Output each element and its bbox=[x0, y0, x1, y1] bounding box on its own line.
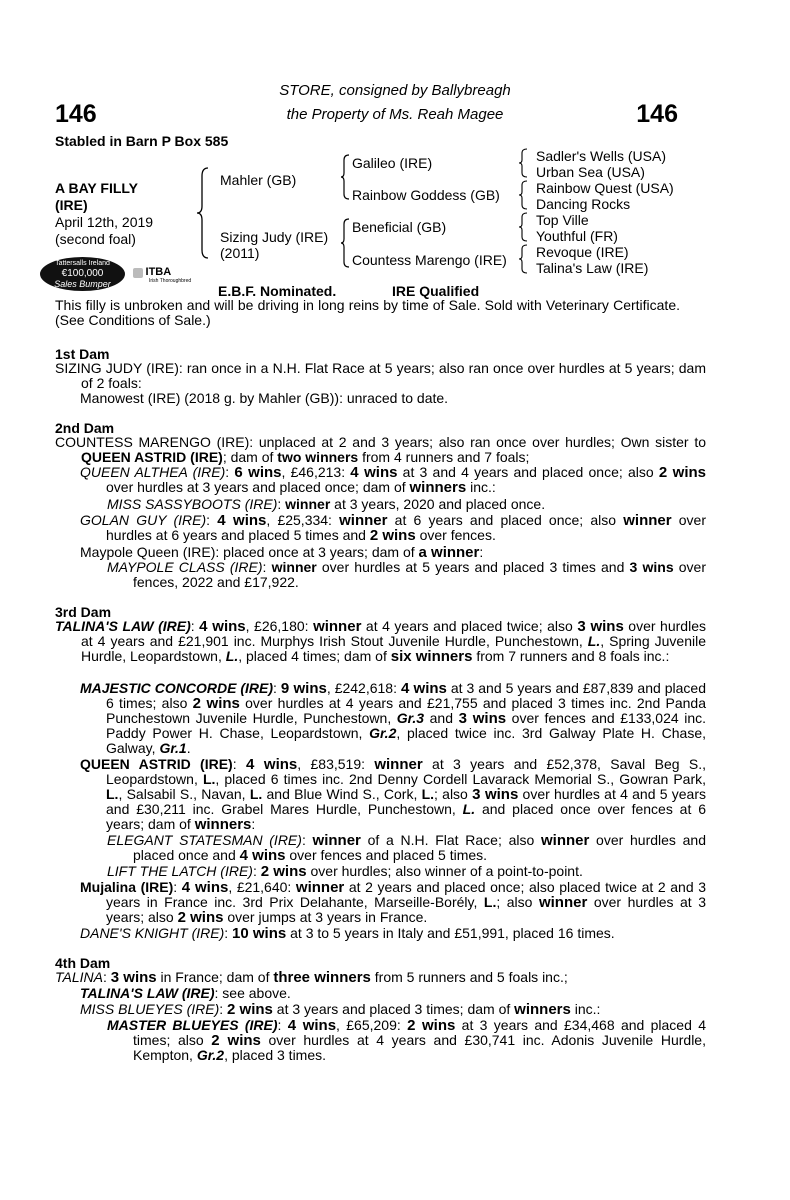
pedigree-ggp-1: Sadler's Wells (USA) bbox=[536, 148, 666, 164]
dam4-progeny-talinas-law: TALINA'S LAW (IRE): see above. bbox=[80, 985, 291, 1001]
pedigree-brace-sire bbox=[340, 154, 350, 200]
sales-bumper-logo: Tattersalls Ireland €100,000 Sales Bumper bbox=[40, 257, 125, 291]
pedigree-dam-sire: Beneficial (GB) bbox=[352, 219, 447, 235]
horse-description bbox=[55, 180, 153, 248]
property-line: the Property of Ms. Reah Magee bbox=[286, 106, 504, 123]
dam3-progeny-mujalina: Mujalina (IRE): 4 wins, £21,640: winner at 2 years and placed once; also placed twice at 2 and 3 years in France inc. 3rd Prix Delahante, Marseille-Borély, L.; also winner over hurdles at 3 years; also 2 wins over jumps at 3 years in France. bbox=[80, 879, 706, 926]
dam2-grand-progeny-maypole-class: MAYPOLE CLASS (IRE): winner over hurdles at 5 years and placed 3 times and 3 wins over fences, 2022 and £17,922. bbox=[107, 559, 707, 590]
horse-foal-note: (second foal) bbox=[55, 231, 136, 247]
pedigree-dam-year: (2011) bbox=[220, 245, 260, 261]
itba-logo: ITBA Irish Thoroughbred bbox=[133, 266, 191, 284]
lot-number-left: 146 bbox=[55, 100, 97, 128]
ebf-status: E.B.F. Nominated. bbox=[218, 283, 337, 299]
pedigree-brace-main bbox=[196, 166, 210, 260]
pedigree-ggp-7: Revoque (IRE) bbox=[536, 244, 629, 260]
pedigree-brace-ggp2 bbox=[518, 180, 528, 210]
pedigree-dam-dam: Countess Marengo (IRE) bbox=[352, 252, 507, 268]
dam3-entry: TALINA'S LAW (IRE): 4 wins, £26,180: winner at 4 years and placed twice; also 3 wins over hurdles at 4 years and £21,901 inc. Murphys Irish Stout Juvenile Hurdle, Punchestown, L., Spring Juvenile Hurdle, Leopardstown, L., placed 4 times; dam of six winners from 7 runners and 8 foals inc.: bbox=[55, 618, 706, 665]
pedigree-brace-dam bbox=[340, 218, 350, 268]
ire-status: IRE Qualified bbox=[392, 283, 480, 299]
dam1-foal-entry: Manowest (IRE) (2018 g. by Mahler (GB)): unraced to date. bbox=[80, 390, 449, 406]
section-heading-dam1: 1st Dam bbox=[55, 346, 110, 362]
pedigree-ggp-2: Urban Sea (USA) bbox=[536, 164, 645, 180]
consignor-line: STORE, consigned by Ballybreagh bbox=[279, 82, 511, 99]
dam1-entry: SIZING JUDY (IRE): ran once in a N.H. Flat Race at 5 years; also ran once over hurdles at 5 years; dam of 2 foals: bbox=[55, 360, 706, 391]
dam2-progeny-maypole-queen: Maypole Queen (IRE): placed once at 3 years; dam of a winner: bbox=[80, 544, 484, 561]
dam2-entry: COUNTESS MARENGO (IRE): unplaced at 2 and 3 years; also ran once over hurdles; Own sister to QUEEN ASTRID (IRE); dam of two winners from 4 runners and 7 foals; bbox=[55, 434, 706, 465]
section-heading-dam3: 3rd Dam bbox=[55, 604, 112, 620]
intro-text: This filly is unbroken and will be driving in long reins by time of Sale. Sold with Veterinary Certificate. (See Conditions of Sale.) bbox=[55, 297, 680, 328]
pedigree-brace-ggp3 bbox=[518, 212, 528, 242]
dam2-progeny-queen-althea: QUEEN ALTHEA (IRE): 6 wins, £46,213: 4 wins at 3 and 4 years and placed once; also 2 wins over hurdles at 3 years and placed once; dam of winners inc.: bbox=[80, 464, 707, 496]
dam3-progeny-danes-knight: DANE'S KNIGHT (IRE): 10 wins at 3 to 5 years in Italy and £51,991, placed 16 times. bbox=[80, 925, 615, 942]
pedigree-ggp-4: Dancing Rocks bbox=[536, 196, 631, 212]
pedigree-sire-dam: Rainbow Goddess (GB) bbox=[352, 187, 500, 203]
stabled-location: Stabled in Barn P Box 585 bbox=[55, 133, 229, 149]
horse-foaled-date: April 12th, 2019 bbox=[55, 214, 154, 230]
pedigree-brace-ggp1 bbox=[518, 148, 528, 178]
dam4-entry: TALINA: 3 wins in France; dam of three winners from 5 runners and 5 foals inc.; bbox=[55, 969, 568, 986]
pedigree-ggp-5: Top Ville bbox=[536, 212, 589, 228]
dam3-progeny-queen-astrid: QUEEN ASTRID (IRE): 4 wins, £83,519: winner at 3 years and £52,378, Saval Beg S., Leopardstown, L., placed 6 times inc. 2nd Denny Cordell Lavarack Memorial S., Gowran Park, L., Salsabil S., Navan, L. and Blue Wind S., Cork, L.; also 3 wins over hurdles at 4 and 5 years and £30,211 inc. Grabel Mares Hurdle, Punchestown, L. and placed once over fences at 6 years; dam of winners: bbox=[80, 756, 707, 833]
pedigree-ggp-3: Rainbow Quest (USA) bbox=[536, 180, 674, 196]
dam3-grand-progeny-elegant-statesman: ELEGANT STATESMAN (IRE): winner of a N.H. Flat Race; also winner over hurdles and placed once and 4 wins over fences and placed 5 times. bbox=[107, 832, 706, 864]
section-heading-dam4: 4th Dam bbox=[55, 955, 111, 971]
itba-icon bbox=[133, 268, 143, 278]
dam3-grand-progeny-lift-the-latch: LIFT THE LATCH (IRE): 2 wins over hurdles; also winner of a point-to-point. bbox=[107, 863, 583, 880]
pedigree-sire: Mahler (GB) bbox=[220, 172, 297, 188]
section-heading-dam2: 2nd Dam bbox=[55, 420, 115, 436]
lot-number-right: 146 bbox=[636, 100, 678, 128]
horse-country: (IRE) bbox=[55, 197, 88, 213]
horse-sex-color: A BAY FILLY bbox=[55, 180, 138, 196]
pedigree-sire-sire: Galileo (IRE) bbox=[352, 155, 433, 171]
pedigree-brace-ggp4 bbox=[518, 244, 528, 274]
dam4-grand-progeny-master-blueyes: MASTER BLUEYES (IRE): 4 wins, £65,209: 2 wins at 3 years and £34,468 and placed 4 times; also 2 wins over hurdles at 4 years and £30,741 inc. Adonis Juvenile Hurdle, Kempton, Gr.2, placed 3 times. bbox=[107, 1017, 706, 1063]
dam2-grand-progeny-miss-sassyboots: MISS SASSYBOOTS (IRE): winner at 3 years, 2020 and placed once. bbox=[107, 496, 546, 512]
dam2-progeny-golan-guy: GOLAN GUY (IRE): 4 wins, £25,334: winner at 6 years and placed once; also winner over hurdles at 6 years and placed 5 times and 2 wins over fences. bbox=[80, 512, 707, 544]
pedigree-ggp-6: Youthful (FR) bbox=[536, 228, 618, 244]
dam4-progeny-miss-blueyes: MISS BLUEYES (IRE): 2 wins at 3 years and placed 3 times; dam of winners inc.: bbox=[80, 1001, 601, 1018]
pedigree-ggp-8: Talina's Law (IRE) bbox=[536, 260, 649, 276]
dam3-progeny-majestic-concorde: MAJESTIC CONCORDE (IRE): 9 wins, £242,618: 4 wins at 3 and 5 years and £87,839 and placed 6 times; also 2 wins over hurdles at 4 years and £21,755 and placed 3 times inc. 2nd Panda Punchestown Juvenile Hurdle, Punchestown, Gr.3 and 3 wins over fences and £133,024 inc. Paddy Power H. Chase, Leopardstown, Gr.2, placed twice inc. 3rd Galway Plate H. Chase, Galway, Gr.1. bbox=[80, 680, 707, 756]
pedigree-dam: Sizing Judy (IRE) bbox=[220, 229, 329, 245]
